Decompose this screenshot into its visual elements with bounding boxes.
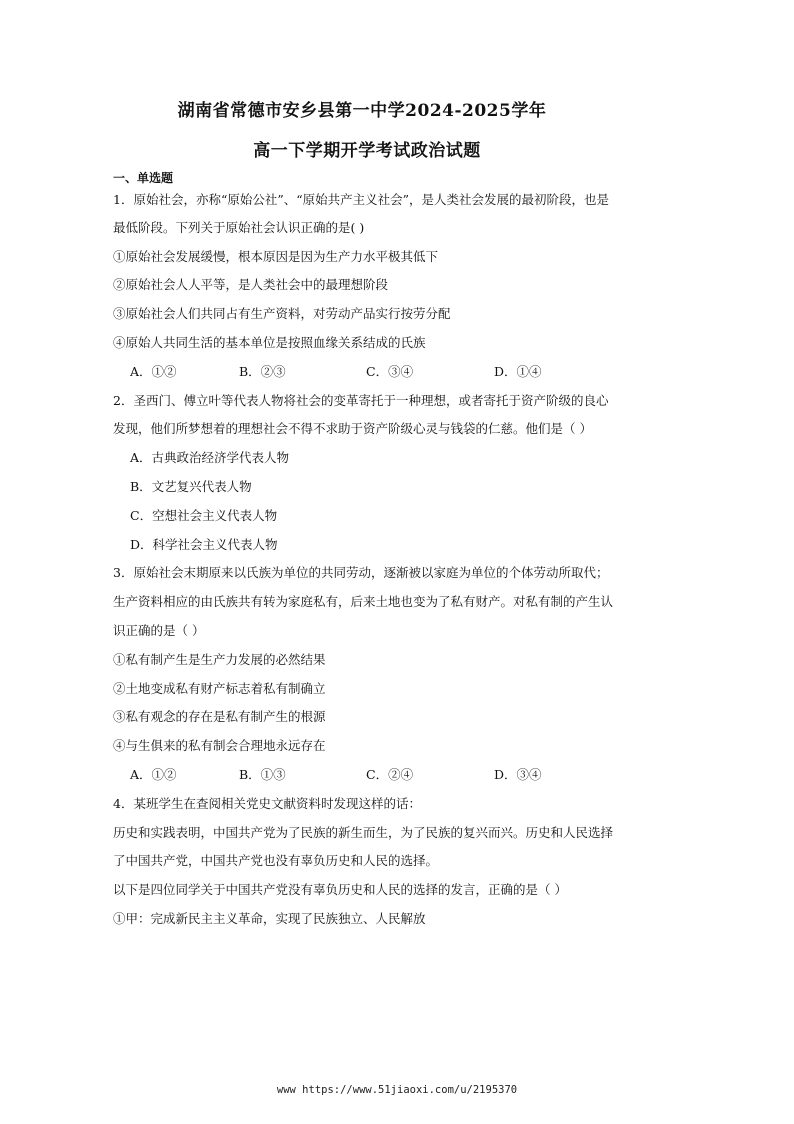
q3-statement-4: ④与生俱来的私有制会合理地永远存在 (113, 738, 326, 753)
q3-statement-1: ①私有制产生是生产力发展的必然结果 (113, 652, 326, 667)
q4-quote-line2: 了中国共产党，中国共产党也没有辜负历史和人民的选择。 (113, 853, 439, 868)
section-heading: 一、单选题 (113, 171, 174, 185)
q3-option-d: D．③④ (494, 767, 542, 782)
q1-option-b: B．②③ (239, 364, 286, 379)
q2-stem-line2: 发现，他们所梦想着的理想社会不得不求助于资产阶级心灵与钱袋的仁慈。他们是（ ） (113, 421, 592, 436)
footer-url[interactable]: www https://www.51jiaoxi.com/u/2195370 (276, 1084, 518, 1096)
q2-option-a: A．古典政治经济学代表人物 (130, 450, 290, 465)
q1-statement-1: ①原始社会发展缓慢，根本原因是因为生产力水平极其低下 (113, 249, 439, 264)
q1-statement-4: ④原始人共同生活的基本单位是按照血缘关系结成的氏族 (113, 335, 426, 350)
q1-stem-line2: 最低阶段。下列关于原始社会认识正确的是( ) (113, 220, 365, 235)
exam-title-line2: 高一下学期开学考试政治试题 (253, 141, 481, 161)
q3-stem-line1: 3．原始社会末期原来以氏族为单位的共同劳动，逐渐被以家庭为单位的个体劳动所取代； (113, 565, 609, 580)
q2-option-c: C．空想社会主义代表人物 (130, 508, 278, 523)
q4-question: 以下是四位同学关于中国共产党没有辜负历史和人民的选择的发言，正确的是（ ） (113, 882, 567, 897)
q3-option-a: A．①② (130, 767, 177, 782)
q1-statement-2: ②原始社会人人平等，是人类社会中的最理想阶段 (113, 277, 389, 292)
q2-option-b: B．文艺复兴代表人物 (130, 479, 252, 494)
q1-option-a: A．①② (130, 364, 177, 379)
q1-option-c: C．③④ (366, 364, 414, 379)
q1-stem-line1: 1．原始社会，亦称“原始公社”、“原始共产主义社会”，是人类社会发展的最初阶段，也是 (113, 192, 610, 207)
q2-stem-line1: 2．圣西门、傅立叶等代表人物将社会的变革寄托于一种理想，或者寄托于资产阶级的良心 (113, 393, 609, 408)
q3-statement-2: ②土地变成私有财产标志着私有制确立 (113, 681, 326, 696)
q4-stem: 4．某班学生在查阅相关党史文献资料时发现这样的话： (113, 796, 421, 811)
q3-stem-line2: 生产资料相应的由氏族共有转为家庭私有，后来土地也变为了私有财产。对私有制的产生认 (113, 594, 614, 609)
q3-stem-line3: 识正确的是（ ） (113, 623, 205, 638)
q2-option-d: D．科学社会主义代表人物 (130, 537, 278, 552)
q3-option-c: C．②④ (366, 767, 414, 782)
q4-statement-1: ①甲：完成新民主主义革命，实现了民族独立、人民解放 (113, 911, 426, 926)
q4-quote-line1: 历史和实践表明，中国共产党为了民族的新生而生，为了民族的复兴而兴。历史和人民选择 (113, 825, 614, 840)
q1-statement-3: ③原始社会人们共同占有生产资料，对劳动产品实行按劳分配 (113, 306, 451, 321)
q3-statement-3: ③私有观念的存在是私有制产生的根源 (113, 709, 326, 724)
q1-option-d: D．①④ (494, 364, 542, 379)
exam-title-line1: 湖南省常德市安乡县第一中学2024-2025学年 (177, 101, 547, 121)
q3-option-b: B．①③ (239, 767, 286, 782)
